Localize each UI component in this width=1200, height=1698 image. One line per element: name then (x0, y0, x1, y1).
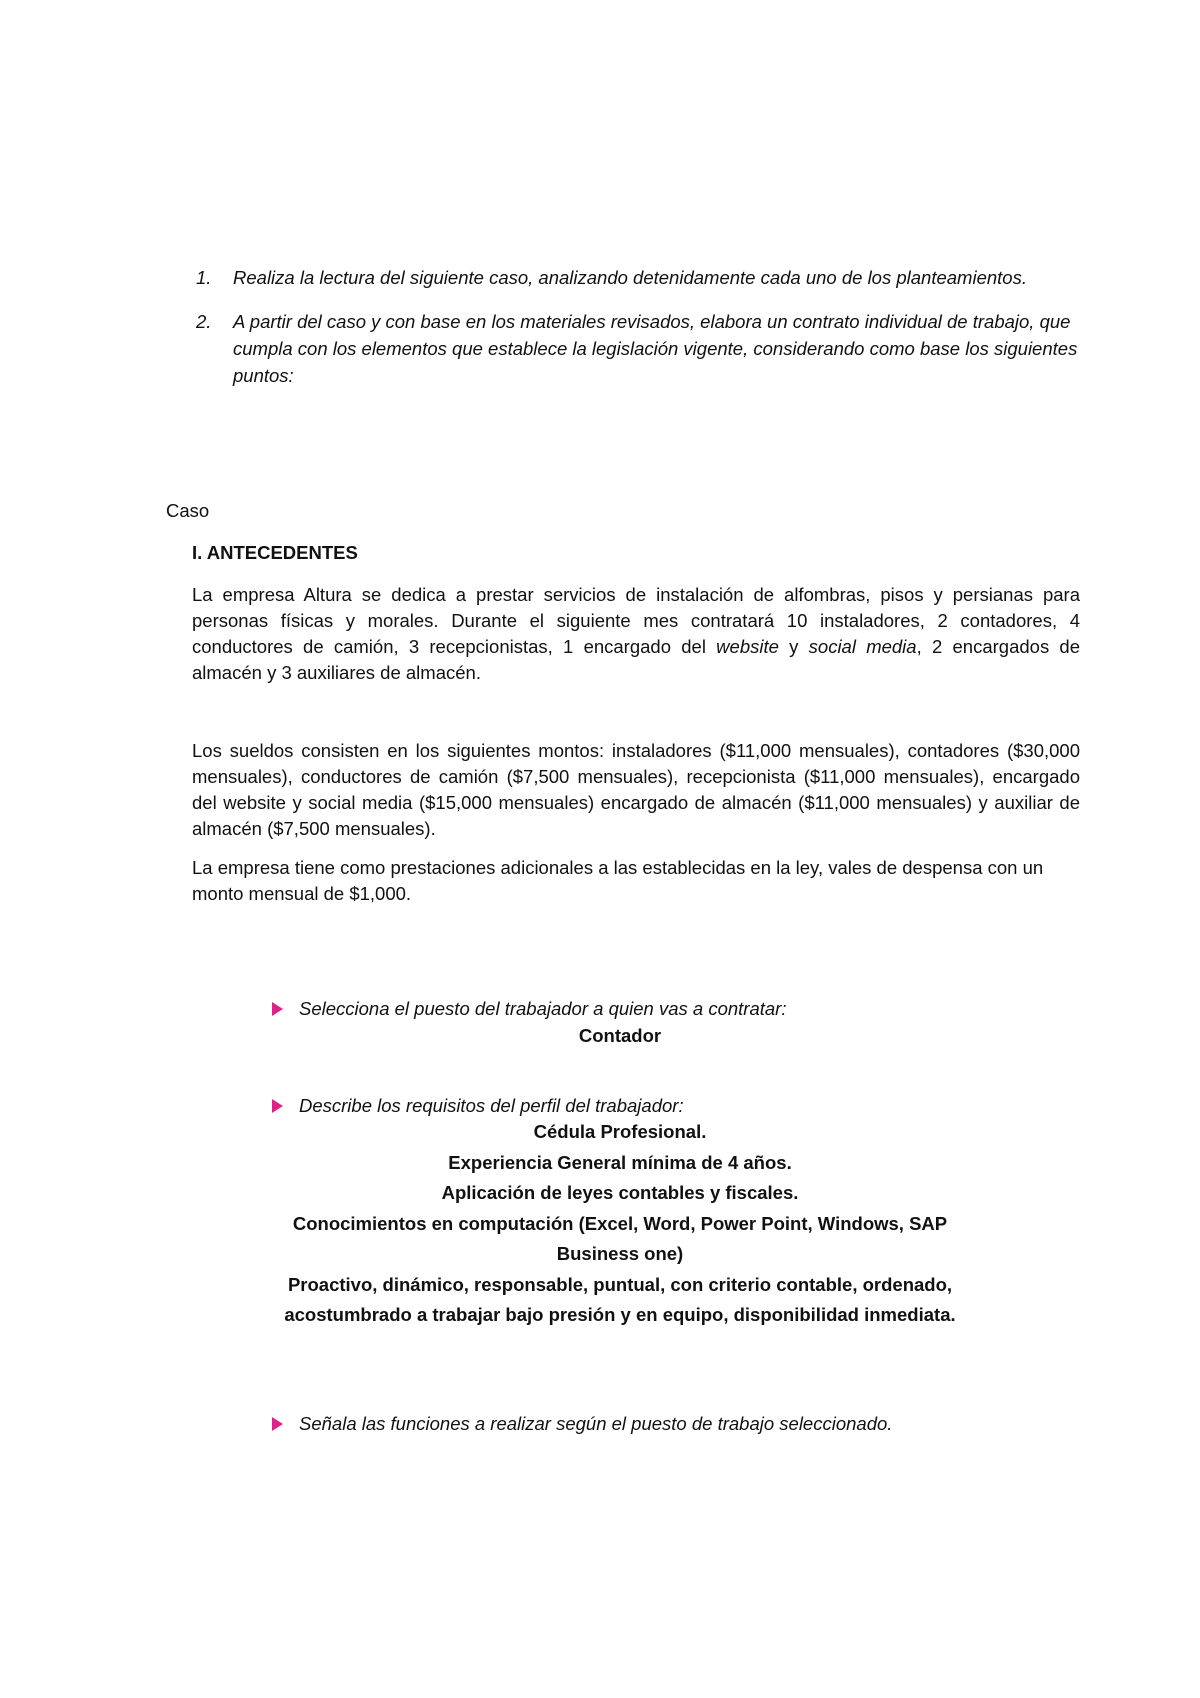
requisito-line: Experiencia General mínima de 4 años. (448, 1151, 792, 1173)
social-media-term: social media (808, 636, 917, 657)
instruction-text: Realiza la lectura del siguiente caso, analizando detenidamente cada uno de los planteamientos. (233, 267, 1027, 288)
requisito-line: Business one) (556, 1243, 684, 1264)
bullet-requisitos (272, 1095, 684, 1117)
instructions-list (196, 264, 1086, 389)
bullet-prompt: Señala las funciones a realizar según el puesto de trabajo seleccionado. (299, 1413, 893, 1434)
arrow-bullet-icon (272, 1417, 283, 1431)
requisito-line: acostumbrado a trabajar bajo presión y en equipo, disponibilidad inmediata. (284, 1304, 956, 1325)
instruction-item-1 (196, 264, 1086, 291)
arrow-bullet-icon (272, 1002, 283, 1016)
instruction-item-2 (196, 308, 1086, 389)
requisito-line: Conocimientos en computación (Excel, Word, Power Point, Windows, SAP (292, 1212, 948, 1234)
arrow-bullet-icon (272, 1099, 283, 1113)
requisito-line: Proactivo, dinámico, responsable, puntual, con criterio contable, ordenado, (287, 1273, 953, 1295)
paragraph-text: , 2 encargados de almacén y 3 auxiliares de almacén. (192, 636, 1081, 683)
antecedentes-paragraph-1 (192, 582, 1080, 686)
bullet-prompt: Describe los requisitos del perfil del trabajador: (299, 1095, 684, 1116)
antecedentes-paragraph-2: Los sueldos consisten en los siguientes montos: instaladores ($11,000 mensuales), contadores ($30,000 mensuales), conductores de camión ($7,500 mensuales), recepcionista ($11,000 mensuales), encargado del website y social media ($15,000 mensuales) encargado de almacén ($11,000 mensuales) y auxiliar de almacén ($7,500 mensuales). (192, 740, 1080, 839)
requisitos-list (170, 1117, 1070, 1331)
antecedentes-paragraph-3: La empresa tiene como prestaciones adicionales a las establecidas en la ley, vales de despensa con un monto mensual de $1,000. (192, 857, 1044, 904)
instruction-text: A partir del caso y con base en los materiales revisados, elabora un contrato individual de trabajo, que cumpla con los elementos que establece la legislación vigente, considerando como base los siguientes puntos: (233, 311, 1078, 386)
website-term: website (716, 636, 779, 657)
bullet-puesto (272, 998, 786, 1020)
paragraph-text: La empresa Altura se dedica a prestar servicios de instalación de alfombras, pisos y persianas para personas físicas y morales. Durante el siguiente mes contratará 10 instaladores, 2 contadores, 4 conductores de camión, 3 recepcionistas, 1 encargado del (192, 584, 1080, 657)
instruction-number: 1. (196, 267, 212, 288)
requisito-line: Aplicación de leyes contables y fiscales. (441, 1182, 799, 1203)
instruction-number: 2. (196, 311, 212, 332)
puesto-answer (170, 1021, 1070, 1052)
section-title-antecedentes: I. ANTECEDENTES (192, 542, 358, 563)
requisito-line: Cédula Profesional. (533, 1121, 707, 1142)
bullet-prompt: Selecciona el puesto del trabajador a quien vas a contratar: (299, 998, 787, 1019)
bullet-funciones (272, 1413, 892, 1435)
caso-label: Caso (166, 500, 210, 521)
puesto-answer-text: Contador (578, 1025, 662, 1046)
paragraph-text: y (778, 636, 809, 657)
